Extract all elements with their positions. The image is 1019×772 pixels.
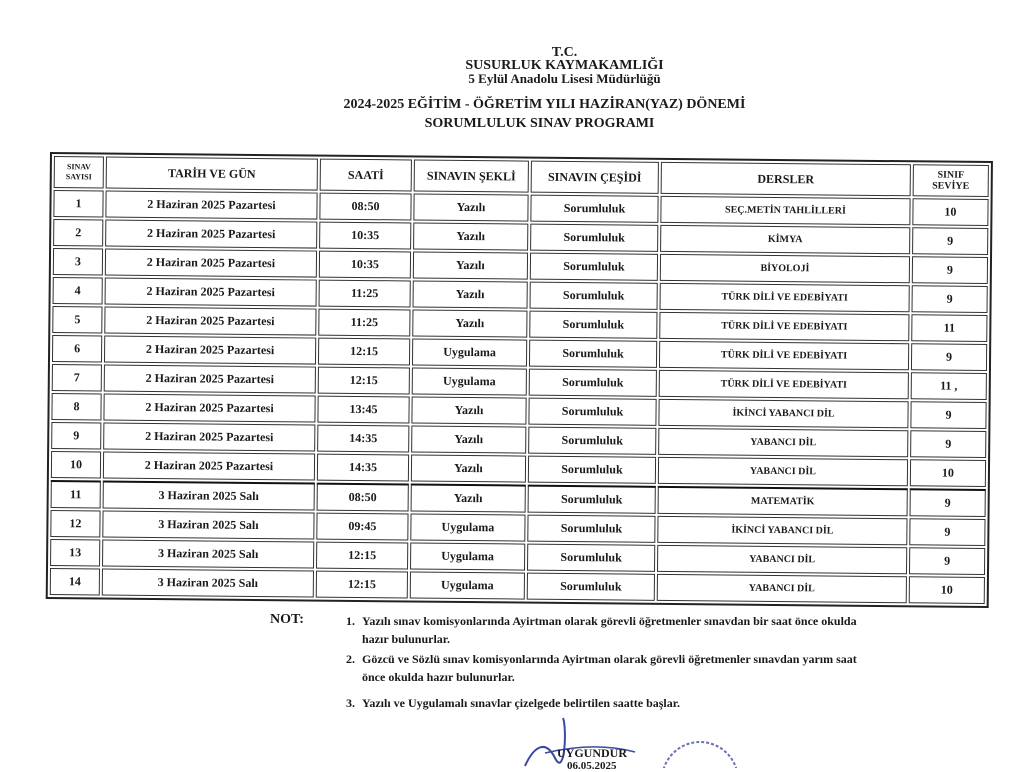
col-header-sinif-seviye	[913, 164, 989, 197]
cell-cesit: Sorumluluk	[528, 456, 656, 484]
cell-sinif: 11 ,	[911, 372, 987, 400]
cell-ders: YABANCI DİL	[658, 457, 908, 486]
cell-tarih: 2 Haziran 2025 Pazartesi	[104, 336, 316, 365]
note-number: 1.	[346, 614, 355, 628]
cell-saat: 09:45	[316, 513, 408, 541]
cell-sekil: Uygulama	[410, 513, 525, 541]
schedule-table-wrapper	[46, 152, 993, 608]
cell-tarih: 2 Haziran 2025 Pazartesi	[103, 452, 315, 481]
cell-no: 10	[51, 451, 101, 478]
stamp-approved-text: UYGUNDUR	[557, 746, 627, 760]
cell-sinif: 10	[909, 576, 985, 604]
cell-tarih: 3 Haziran 2025 Salı	[102, 511, 314, 540]
cell-tarih: 3 Haziran 2025 Salı	[102, 540, 314, 569]
cell-ders: SEÇ.METİN TAHLİLLERİ	[660, 196, 910, 225]
cell-sinif: 10	[912, 198, 988, 226]
cell-saat: 14:35	[317, 425, 409, 453]
cell-saat: 14:35	[317, 454, 409, 482]
cell-no: 5	[52, 306, 102, 333]
cell-cesit: Sorumluluk	[529, 369, 657, 397]
cell-no: 13	[50, 539, 100, 566]
cell-sinif: 9	[912, 227, 988, 255]
cell-no: 14	[50, 568, 100, 595]
cell-sekil: Uygulama	[412, 338, 527, 366]
cell-ders: KİMYA	[660, 225, 910, 254]
cell-saat: 12:15	[316, 571, 408, 599]
cell-tarih: 3 Haziran 2025 Salı	[102, 569, 314, 598]
stamp-date: 06.05.2025	[567, 760, 617, 772]
note-text-line1: Yazılı sınav komisyonlarında Ayirtman olarak görevli öğretmenler sınavdan bir saat önce okulda	[362, 614, 857, 628]
signature-seal-graphic	[515, 708, 745, 768]
col-header-sinif-line2: SEVİYE	[932, 180, 970, 192]
cell-sinif: 9	[910, 401, 986, 429]
cell-no: 3	[53, 248, 103, 275]
cell-cesit: Sorumluluk	[527, 573, 655, 601]
cell-sekil: Yazılı	[411, 425, 526, 453]
cell-ders: TÜRK DİLİ VE EDEBİYATI	[660, 283, 910, 312]
cell-sinif: 9	[911, 343, 987, 371]
cell-sinif: 11	[911, 314, 987, 342]
notes-label: NOT:	[270, 612, 304, 627]
cell-no: 1	[53, 190, 103, 217]
cell-no: 8	[51, 393, 101, 420]
col-header-sinif-line1: SINIF	[937, 169, 965, 181]
cell-no: 2	[53, 219, 103, 246]
cell-sekil: Yazılı	[413, 280, 528, 308]
col-header-tarih: TARİH VE GÜN	[106, 157, 318, 191]
cell-tarih: 2 Haziran 2025 Pazartesi	[105, 191, 317, 220]
cell-saat: 11:25	[319, 280, 411, 308]
cell-sekil: Yazılı	[411, 396, 526, 424]
header-program-title: SORUMLULUK SINAV PROGRAMI	[424, 116, 655, 131]
note-text-line1: Gözcü ve Sözlü sınav komisyonlarında Ayirtman olarak görevli öğretmenler sınavdan yarım saat	[362, 652, 857, 666]
cell-ders: BİYOLOJİ	[660, 254, 910, 283]
cell-tarih: 2 Haziran 2025 Pazartesi	[105, 249, 317, 278]
cell-saat: 10:35	[319, 251, 411, 279]
header-school: 5 Eylül Anadolu Lisesi Müdürlüğü	[468, 71, 661, 86]
cell-sekil: Uygulama	[412, 367, 527, 395]
cell-cesit: Sorumluluk	[530, 224, 658, 252]
cell-ders: TÜRK DİLİ VE EDEBİYATI	[659, 341, 909, 370]
cell-sinif: 9	[910, 430, 986, 458]
cell-sekil: Yazılı	[411, 483, 526, 512]
cell-ders: TÜRK DİLİ VE EDEBİYATI	[659, 370, 909, 399]
cell-no: 11	[51, 480, 101, 508]
cell-saat: 11:25	[318, 309, 410, 337]
cell-sekil: Uygulama	[410, 542, 525, 570]
col-header-dersler: DERSLER	[661, 162, 911, 196]
cell-saat: 12:15	[318, 338, 410, 366]
cell-sekil: Yazılı	[413, 251, 528, 279]
cell-sinif: 9	[910, 488, 986, 517]
cell-saat: 08:50	[317, 483, 409, 512]
cell-no: 7	[52, 364, 102, 391]
cell-sekil: Uygulama	[410, 571, 525, 599]
cell-saat: 12:15	[316, 542, 408, 570]
cell-sinif: 9	[912, 256, 988, 284]
cell-no: 6	[52, 335, 102, 362]
col-header-sinav-sayisi-line2: SAYISI	[65, 172, 92, 182]
cell-ders: İKİNCİ YABANCI DİL	[658, 399, 908, 428]
cell-cesit: Sorumluluk	[528, 485, 656, 514]
cell-saat: 13:45	[317, 396, 409, 424]
cell-cesit: Sorumluluk	[528, 427, 656, 455]
cell-cesit: Sorumluluk	[530, 195, 658, 223]
cell-sekil: Yazılı	[413, 222, 528, 250]
cell-sekil: Yazılı	[412, 309, 527, 337]
note-text-line1: Yazılı ve Uygulamalı sınavlar çizelgede belirtilen saatte başlar.	[362, 696, 680, 710]
document-header	[0, 46, 1019, 134]
cell-cesit: Sorumluluk	[529, 340, 657, 368]
header-kaymakamlik: SUSURLUK KAYMAKAMLIĞI	[465, 58, 664, 73]
approval-stamp	[515, 708, 745, 772]
cell-tarih: 3 Haziran 2025 Salı	[103, 481, 315, 511]
cell-saat: 08:50	[319, 193, 411, 221]
cell-ders: YABANCI DİL	[657, 545, 907, 574]
note-item	[346, 612, 986, 648]
col-header-saat: SAATİ	[320, 159, 412, 192]
cell-cesit: Sorumluluk	[527, 544, 655, 572]
cell-sinif: 9	[909, 547, 985, 575]
cell-cesit: Sorumluluk	[528, 398, 656, 426]
cell-ders: MATEMATİK	[658, 486, 908, 516]
cell-sinif: 9	[912, 285, 988, 313]
note-text-line2: önce okulda hazır bulunurlar.	[362, 670, 515, 684]
note-number: 2.	[346, 652, 355, 666]
col-header-sinav-sayisi	[54, 156, 104, 188]
cell-sinif: 9	[909, 518, 985, 546]
note-item	[346, 650, 986, 686]
cell-tarih: 2 Haziran 2025 Pazartesi	[103, 394, 315, 423]
header-tc: T.C.	[551, 45, 578, 60]
cell-tarih: 2 Haziran 2025 Pazartesi	[104, 365, 316, 394]
cell-cesit: Sorumluluk	[530, 253, 658, 281]
exam-schedule-table	[46, 152, 993, 608]
cell-cesit: Sorumluluk	[529, 311, 657, 339]
cell-no: 12	[50, 510, 100, 537]
note-text-line2: hazır bulunurlar.	[362, 632, 451, 646]
cell-sekil: Yazılı	[411, 454, 526, 482]
cell-saat: 12:15	[318, 367, 410, 395]
note-number: 3.	[346, 696, 355, 710]
cell-ders: TÜRK DİLİ VE EDEBİYATI	[659, 312, 909, 341]
cell-ders: YABANCI DİL	[657, 574, 907, 603]
col-header-cesit: SINAVIN ÇEŞİDİ	[531, 161, 659, 194]
cell-ders: İKİNCİ YABANCI DİL	[657, 516, 907, 545]
cell-saat: 10:35	[319, 222, 411, 250]
cell-tarih: 2 Haziran 2025 Pazartesi	[105, 220, 317, 249]
cell-tarih: 2 Haziran 2025 Pazartesi	[105, 278, 317, 307]
cell-cesit: Sorumluluk	[527, 515, 655, 543]
col-header-sinav-sayisi-line1: SINAV	[66, 162, 91, 172]
header-period: 2024-2025 EĞİTİM - ÖĞRETİM YILI HAZİRAN(YAZ) DÖNEMİ	[343, 97, 746, 112]
cell-sekil: Yazılı	[413, 193, 528, 221]
cell-tarih: 2 Haziran 2025 Pazartesi	[103, 423, 315, 452]
cell-no: 4	[53, 277, 103, 304]
cell-cesit: Sorumluluk	[530, 282, 658, 310]
cell-no: 9	[51, 422, 101, 449]
col-header-sekil: SINAVIN ŞEKLİ	[414, 159, 529, 192]
cell-ders: YABANCI DİL	[658, 428, 908, 457]
cell-tarih: 2 Haziran 2025 Pazartesi	[104, 307, 316, 336]
cell-sinif: 10	[910, 459, 986, 487]
